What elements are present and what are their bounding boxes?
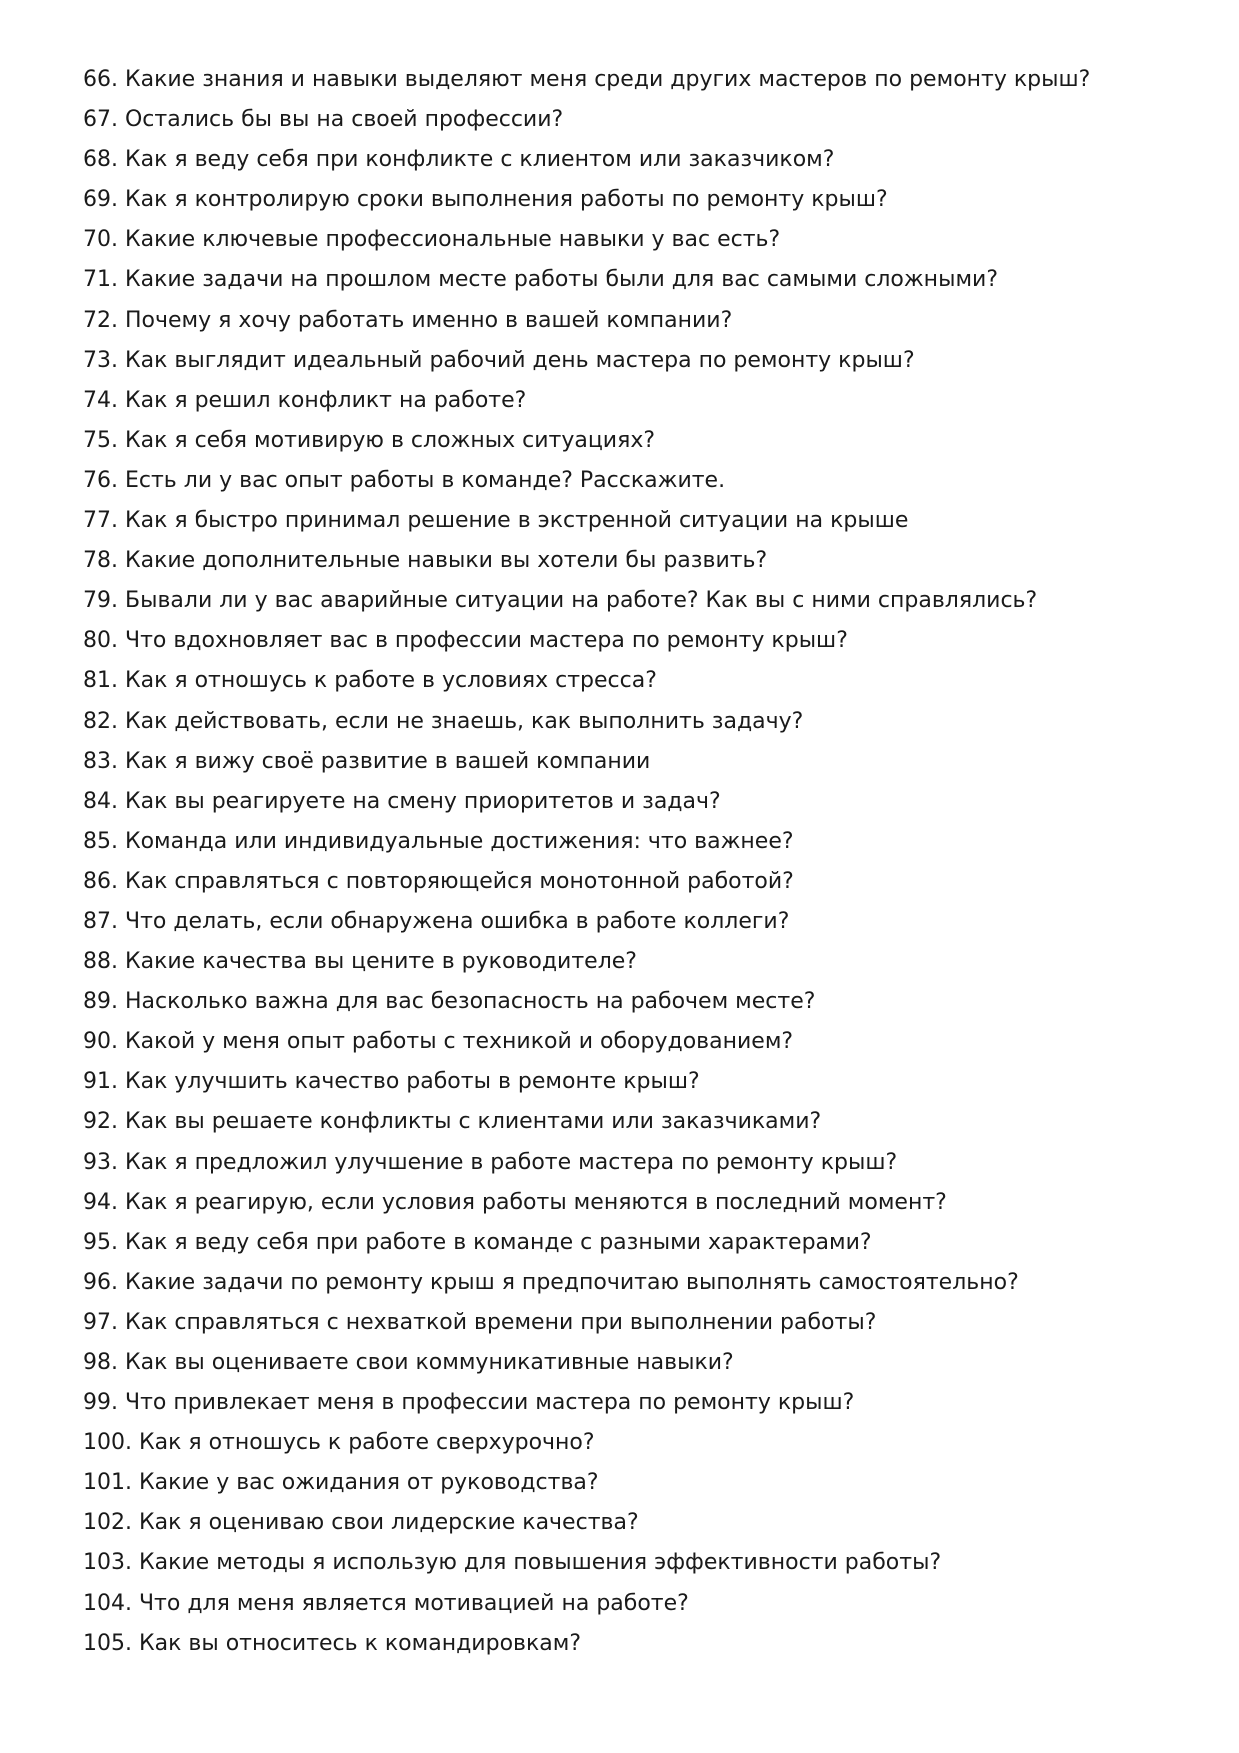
question-item: 79. Бывали ли у вас аварийные ситуации на работе? Как вы с ними справлялись? [83,588,1038,614]
question-item: 84. Как вы реагируете на смену приоритетов и задач? [83,788,721,814]
question-item: 83. Как я вижу своё развитие в вашей компании [83,748,651,774]
question-item: 82. Как действовать, если не знаешь, как выполнить задачу? [83,708,804,734]
question-item: 88. Какие качества вы цените в руководителе? [83,949,637,975]
question-item: 90. Какой у меня опыт работы с техникой и оборудованием? [83,1029,794,1055]
question-item: 100. Как я отношусь к работе сверхурочно? [83,1430,595,1456]
question-item: 87. Что делать, если обнаружена ошибка в работе коллеги? [83,908,790,934]
question-item: 73. Как выглядит идеальный рабочий день мастера по ремонту крыш? [83,347,915,373]
question-item: 95. Как я веду себя при работе в команде с разными характерами? [83,1229,872,1255]
question-item: 104. Что для меня является мотивацией на работе? [83,1590,689,1616]
question-item: 105. Как вы относитесь к командировкам? [83,1630,582,1656]
question-item: 94. Как я реагирую, если условия работы меняются в последний момент? [83,1189,947,1215]
question-item: 78. Какие дополнительные навыки вы хотели бы развить? [83,548,768,574]
question-item: 72. Почему я хочу работать именно в вашей компании? [83,307,733,333]
question-item: 101. Какие у вас ожидания от руководства? [83,1470,599,1496]
question-item: 70. Какие ключевые профессиональные навыки у вас есть? [83,227,781,253]
question-item: 81. Как я отношусь к работе в условиях стресса? [83,668,657,694]
question-list [83,60,1203,1664]
question-item: 89. Насколько важна для вас безопасность на рабочем месте? [83,989,816,1015]
question-item: 96. Какие задачи по ремонту крыш я предпочитаю выполнять самостоятельно? [83,1269,1019,1295]
question-item: 71. Какие задачи на прошлом месте работы были для вас самыми сложными? [83,267,999,293]
question-item: 92. Как вы решаете конфликты с клиентами или заказчиками? [83,1109,822,1135]
question-item: 74. Как я решил конфликт на работе? [83,387,527,413]
question-item: 97. Как справляться с нехваткой времени при выполнении работы? [83,1309,877,1335]
question-item: 76. Есть ли у вас опыт работы в команде? Расскажите. [83,467,726,493]
question-item: 67. Остались бы вы на своей профессии? [83,107,564,133]
question-item: 86. Как справляться с повторяющейся монотонной работой? [83,868,794,894]
question-item: 85. Команда или индивидуальные достижения: что важнее? [83,828,794,854]
question-item: 99. Что привлекает меня в профессии мастера по ремонту крыш? [83,1390,855,1416]
question-item: 68. Как я веду себя при конфликте с клиентом или заказчиком? [83,147,835,173]
question-item: 69. Как я контролирую сроки выполнения работы по ремонту крыш? [83,187,888,213]
question-item: 91. Как улучшить качество работы в ремонте крыш? [83,1069,700,1095]
question-item: 98. Как вы оцениваете свои коммуникативные навыки? [83,1350,734,1375]
question-item: 103. Какие методы я использую для повышения эффективности работы? [83,1550,942,1576]
question-item: 77. Как я быстро принимал решение в экстренной ситуации на крыше [83,508,909,534]
question-item: 93. Как я предложил улучшение в работе мастера по ремонту крыш? [83,1149,898,1175]
question-item: 80. Что вдохновляет вас в профессии мастера по ремонту крыш? [83,628,848,654]
question-item: 66. Какие знания и навыки выделяют меня среди других мастеров по ремонту крыш? [83,67,1091,92]
question-item: 102. Как я оцениваю свои лидерские качества? [83,1510,639,1536]
question-item: 75. Как я себя мотивирую в сложных ситуациях? [83,427,656,453]
